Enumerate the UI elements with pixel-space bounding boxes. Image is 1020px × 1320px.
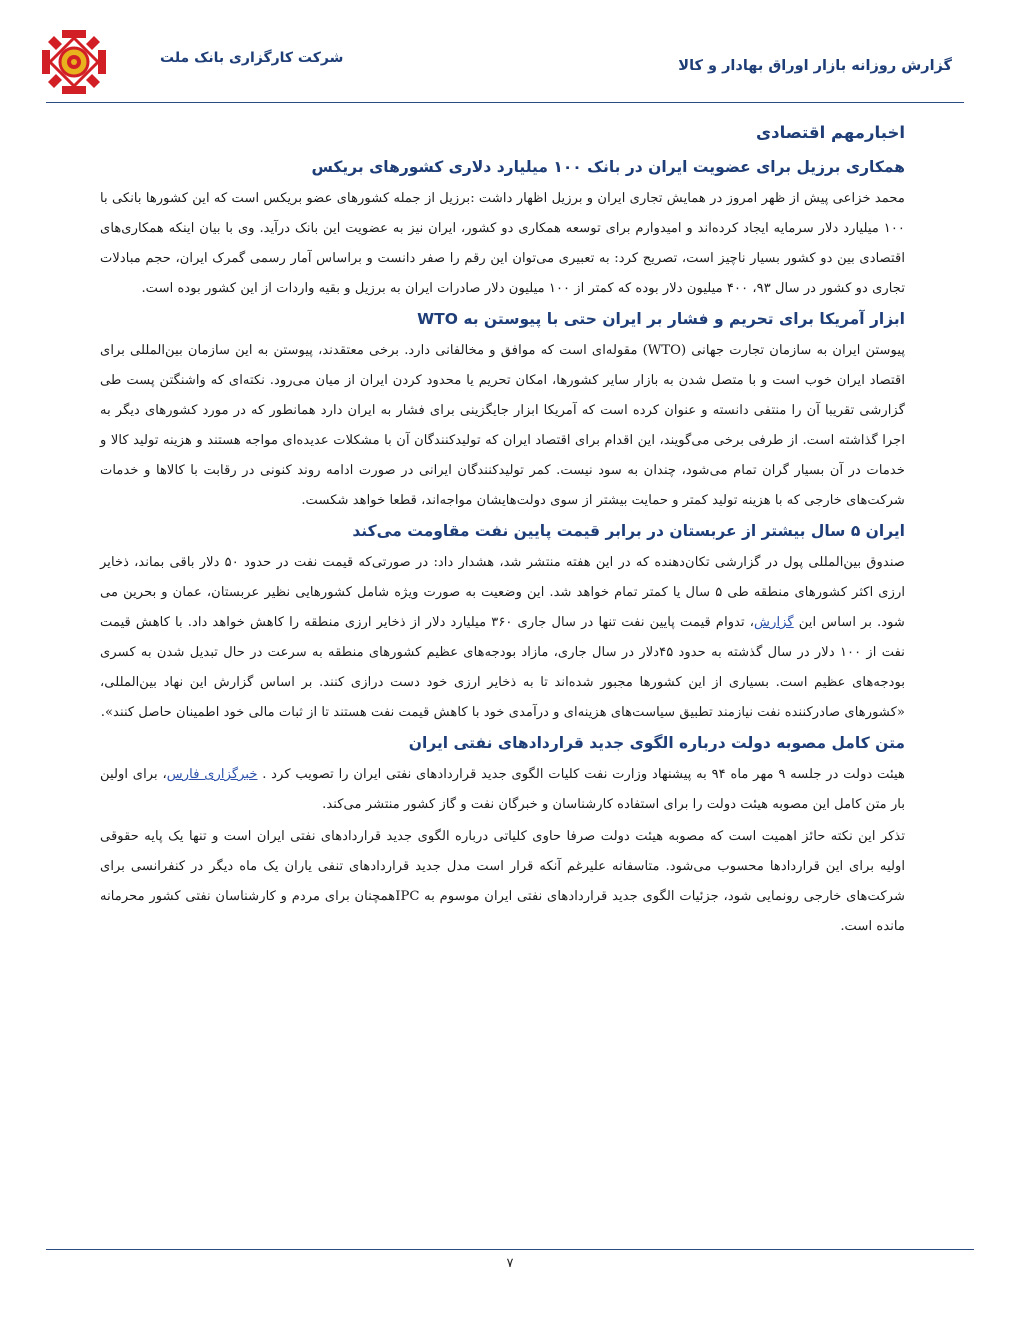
section-title: اخبارمهم اقتصادی	[755, 123, 905, 142]
paragraph-text: ، برای اولین بار متن کامل این مصوبه هیئت دولت را برای استفاده کارشناسان و خبرگان نفت و گاز کشور منتشر می‌کند.	[100, 767, 905, 812]
report-link[interactable]: گزارش	[754, 615, 794, 630]
fars-news-link[interactable]: خبرگزاری فارس	[166, 767, 258, 782]
article-paragraph: پیوستن ایران به سازمان تجارت جهانی (WTO) مقوله‌ای است که موافق و مخالفانی دارد. برخی معتقدند، پیوستن به این سازمان بین‌المللی برای اقتصاد ایران خوب است و با متصل شدن به بازار سایر کشورها، امکان تحریم یا محدود کردن ایران از میان می‌رود. نکته‌ای که واشنگتن پست طی گزارشی تقریبا آن را منتفی دانسته و عنوان کرده است که آمریکا ابزار جایگزینی برای فشار به ایران دارد همانطور که در مورد کشورهای دیگر به اجرا گذاشته است. از طرفی برخی می‌گویند، این اقدام برای اقتصاد ایران که تولیدکنندگان آن با مشکلات عدیده‌ای مواجه هستند و هزینه تولید کالا و خدمات در آن بسیار گران تمام می‌شود، چندان به سود نیست. کمر تولیدکنندگان ایرانی در صورت ادامه روند کنونی در رقابت با کالاها و خدمات شرکت‌های خارجی که با هزینه تولید کمتر و حمایت بیشتر از سوی دولت‌هایشان مواجه‌اند، قطعا خواهد شکست.	[100, 343, 905, 508]
news-content	[100, 120, 905, 944]
article-paragraph	[100, 760, 905, 820]
article-wto	[100, 306, 905, 516]
article-paragraph: تذکر این نکته حائز اهمیت است که مصوبه هیئت دولت صرفا حاوی کلیاتی درباره الگوی جدید قراردادهای نفتی ایران است و تنها یک پایه حقوقی اولیه برای این قراردادها محسوب می‌شود. متاسفانه علیرغم آنکه قرار است مدل جدید قراردادهای تنفی یاران یک ماه دیگر در کنفرانسی برای شرکت‌های خارجی رونمایی شود، جزئیات الگوی جدید قراردادهای نفتی ایران موسوم به IPCهمچنان برای مردم و کارشناسان نفتی کشور محرمانه مانده است.	[100, 829, 905, 934]
page-header	[0, 0, 1020, 110]
article-oil-contracts	[100, 730, 905, 942]
footer-divider	[46, 1249, 974, 1250]
report-title: گزارش روزانه بازار اوراق بهادار و کالا	[678, 58, 952, 74]
header-divider	[46, 102, 964, 103]
company-name: شرکت کارگزاری بانک ملت	[160, 50, 344, 66]
article-paragraph	[100, 548, 905, 728]
article-paragraph: محمد خزاعی پیش از ظهر امروز در همایش تجاری ایران و برزیل اظهار داشت :برزیل از جمله کشورهای عضو بریکس است که این کشورها بانکی با ۱۰۰ میلیارد دلار سرمایه ایجاد کرده‌اند و امیدوارم برای توسعه همکاری دو کشور، ایران نیز به عضویت این بانک درآید. وی با بیان اینکه همکاری‌های اقتصادی بین دو کشور بسیار ناچیز است، تصریح کرد: به تعبیری می‌توان این رقم را صفر دانست و براساس آمار رسمی گمرک ایران، حجم مبادلات تجاری دو کشور در سال ۹۳، ۴۰۰ میلیون دلار بوده که کمتر از ۱۰۰ میلیون دلار صادرات ایران به برزیل و بقیه واردات از این کشور بوده است.	[100, 191, 905, 296]
paragraph-text: ، تدوام قیمت پایین نفت تنها در سال جاری ۳۶۰ میلیارد دلار از ذخایر ارزی منطقه را کاهش خواهد داد. با کاهش قیمت نفت از ۱۰۰ دلار در سال گذشته به حدود ۴۵دلار در سال جاری، مازاد بودجه‌های عظیم کشورهای منطقه به سرعت در حال تبدیل شدن به کسری بودجه‌های عظیم است. بسیاری از این کشورها مجبور شده‌اند تا به ذخایر ارزی خود دست درازی کنند. بر اساس گزارش این نهاد بین‌المللی، «کشورهای صادرکننده نفت نیازمند تطبیق سیاست‌های هزینه‌ای و درآمدی خود با کاهش قیمت نفت هستند تا از ثبات مالی خود اطمینان حاصل کنند».	[100, 615, 905, 720]
article-headline: ایران ۵ سال بیشتر از عربستان در برابر قیمت پایین نفت مقاومت می‌کند	[352, 522, 905, 540]
article-brics	[100, 154, 905, 304]
article-headline: همکاری برزیل برای عضویت ایران در بانک ۱۰۰ میلیارد دلاری کشورهای بریکس	[311, 158, 905, 176]
article-oil-reserves	[100, 518, 905, 728]
paragraph-text: صندوق بین‌المللی پول در گزارشی تکان‌دهنده که در این هفته منتشر شد، هشدار داد: در صورتی‌که قیمت نفت در حدود ۵۰ دلار باقی بماند، ذخایر ارزی اکثر کشورهای منطقه طی ۵ سال یا کمتر تمام خواهد شد. این وضعیت به صورت ویژه شامل کشورهایی نظیر عربستان، عمان و بحرین می شود. بر اساس این	[100, 555, 905, 630]
article-headline: ابزار آمریکا برای تحریم و فشار بر ایران حتی با پیوستن به WTO	[417, 310, 905, 328]
paragraph-text: هیئت دولت در جلسه ۹ مهر ماه ۹۴ به پیشنهاد وزارت نفت کلیات الگوی جدید قراردادهای نفتی ایران را تصویب کرد .	[257, 767, 905, 782]
bank-mellat-logo-icon	[40, 28, 108, 96]
article-headline: متن کامل مصوبه دولت درباره الگوی جدید قراردادهای نفتی ایران	[408, 734, 905, 752]
page-number: ۷	[506, 1256, 514, 1271]
